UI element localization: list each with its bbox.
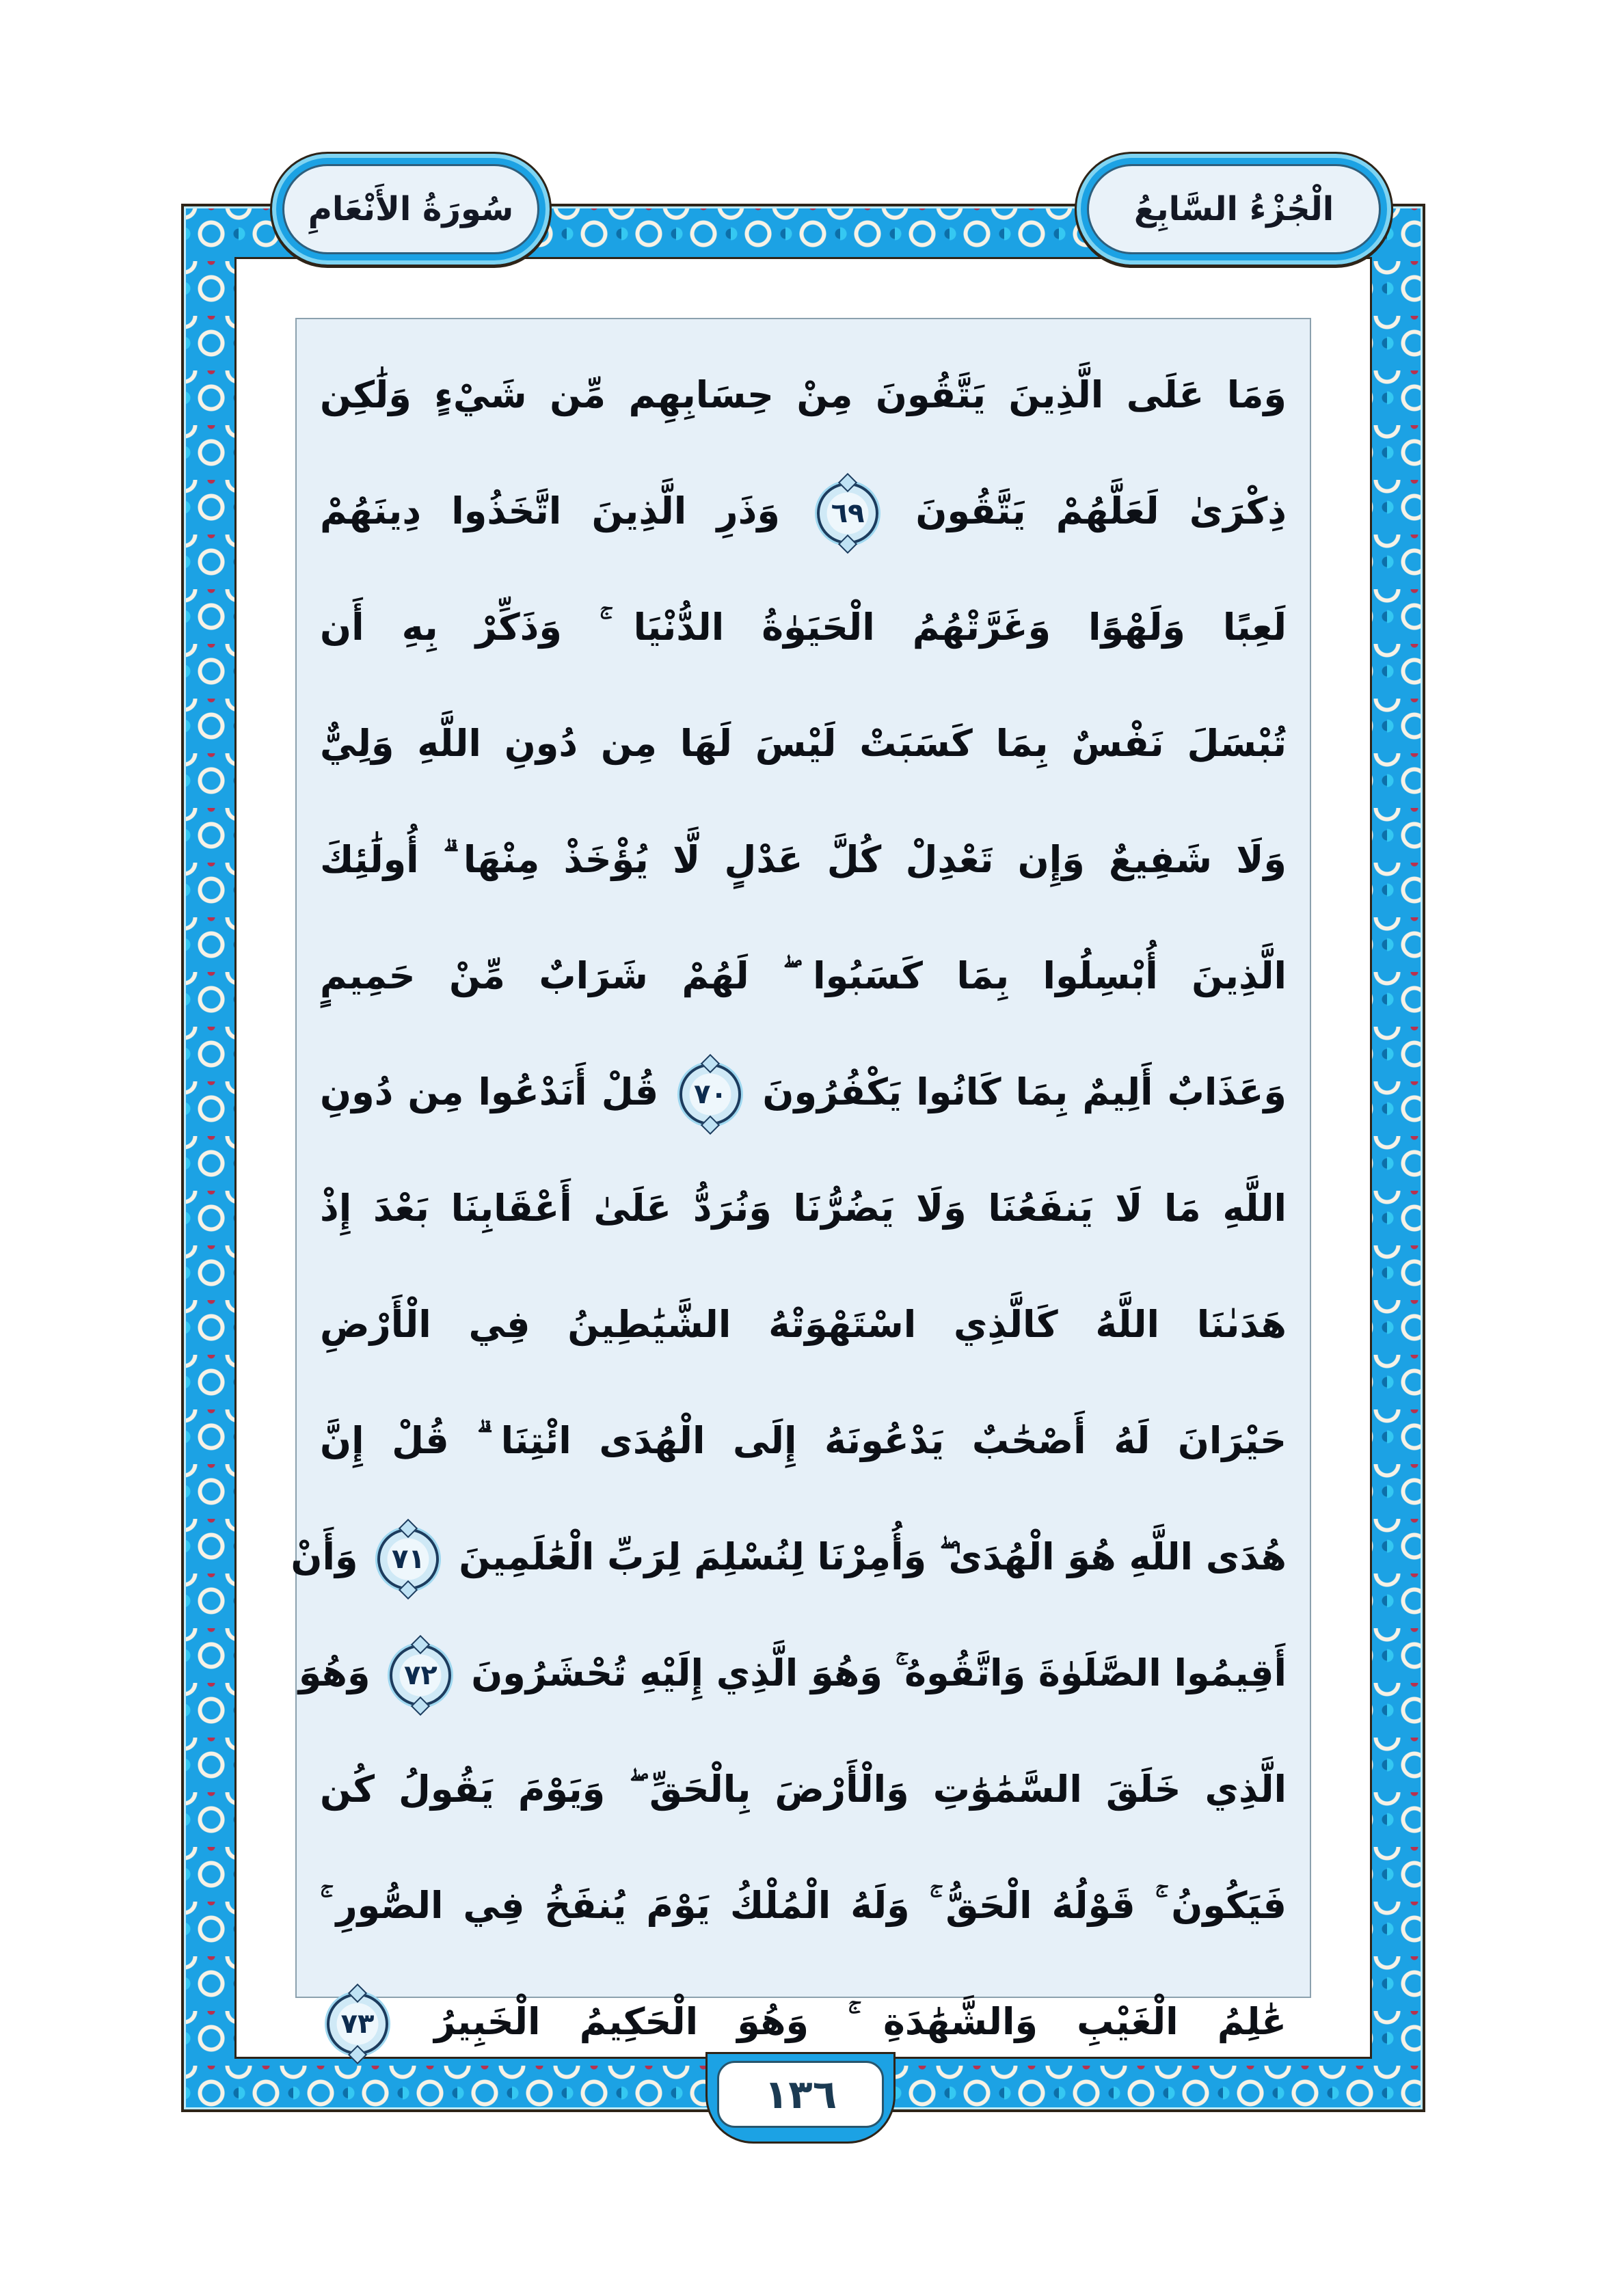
quran-text-segment: وَعَذَابٌ أَلِيمٌ بِمَا كَانُوا يَكْفُرُونَ <box>762 1070 1287 1113</box>
quran-text-segment: لَعِبًا وَلَهْوًا وَغَرَّتْهُمُ الْحَيَوٰةُ الدُّنْيَا ۚ وَذَكِّرْ بِهِ أَن <box>320 606 1287 649</box>
quran-line <box>320 686 1287 802</box>
quran-text-segment: حَيْرَانَ لَهُ أَصْحَٰبٌ يَدْعُونَهُ إِلَى الْهُدَى ائْتِنَا ۗ قُلْ إِنَّ <box>320 1419 1287 1462</box>
surah-name-cartouche-inner <box>282 164 539 254</box>
juz-title: الْجُزْءُ السَّابِعُ <box>1133 190 1334 228</box>
ayah-end-marker: ٧٣ <box>327 1993 388 2055</box>
quran-text-segment: الَّذِينَ أُبْسِلُوا بِمَا كَسَبُوا ۖ لَهُمْ شَرَابٌ مِّنْ حَمِيمٍ <box>320 954 1287 997</box>
quran-text-segment: ذِكْرَىٰ لَعَلَّهُمْ يَتَّقُونَ <box>915 489 1287 532</box>
quran-lines <box>291 337 1287 2043</box>
quran-line <box>320 802 1287 918</box>
juz-cartouche <box>1075 152 1393 267</box>
quran-line <box>320 337 1287 453</box>
quran-text-segment: وَمَا عَلَى الَّذِينَ يَتَّقُونَ مِنْ حِسَابِهِم مِّن شَيْءٍ وَلَٰكِن <box>320 373 1287 416</box>
ayah-end-marker: ٧١ <box>377 1528 439 1590</box>
quran-line <box>320 1150 1287 1267</box>
quran-text-segment: فَيَكُونُ ۚ قَوْلُهُ الْحَقُّ ۚ وَلَهُ الْمُلْكُ يَوْمَ يُنفَخُ فِي الصُّورِ ۚ <box>320 1884 1287 1927</box>
quran-text-segment: تُبْسَلَ نَفْسٌ بِمَا كَسَبَتْ لَيْسَ لَهَا مِن دُونِ اللَّهِ وَلِيٌّ <box>320 722 1287 765</box>
quran-text-segment: وَهُوَ <box>298 1651 371 1694</box>
quran-line <box>291 1499 1287 1615</box>
quran-line <box>298 1615 1287 1731</box>
quran-text-segment: وَأَنْ <box>291 1535 358 1578</box>
quran-line <box>320 1267 1287 1383</box>
quran-text-segment: الَّذِي خَلَقَ السَّمَٰوَٰتِ وَالْأَرْضَ بِالْحَقِّ ۖ وَيَوْمَ يَقُولُ كُن <box>320 1768 1287 1811</box>
inner-margin <box>234 257 1372 2059</box>
page-number-tab-inner <box>717 2061 884 2128</box>
quran-line <box>320 569 1287 686</box>
quran-line <box>320 1731 1287 1848</box>
ayah-end-marker: ٧٢ <box>390 1645 451 1706</box>
quran-line <box>320 1848 1287 1964</box>
quran-text-segment: وَلَا شَفِيعٌ وَإِن تَعْدِلْ كُلَّ عَدْلٍ لَّا يُؤْخَذْ مِنْهَا ۗ أُولَٰئِكَ <box>320 838 1287 881</box>
surah-name-cartouche <box>270 152 552 267</box>
juz-cartouche-inner <box>1087 164 1381 254</box>
quran-line <box>320 1034 1287 1150</box>
ayah-end-marker: ٦٩ <box>817 483 878 544</box>
quran-line <box>320 918 1287 1034</box>
quran-text-segment: هُدَى اللَّهِ هُوَ الْهُدَىٰ ۖ وَأُمِرْنَا لِنُسْلِمَ لِرَبِّ الْعَٰلَمِينَ <box>459 1535 1287 1578</box>
page-number: ١٣٦ <box>764 2071 837 2118</box>
ornamental-border <box>181 204 1425 2112</box>
quran-text-segment: اللَّهِ مَا لَا يَنفَعُنَا وَلَا يَضُرُّنَا وَنُرَدُّ عَلَىٰ أَعْقَابِنَا بَعْدَ إِذْ <box>320 1187 1287 1230</box>
quran-text-segment: عَٰلِمُ الْغَيْبِ وَالشَّهَٰدَةِ ۚ وَهُوَ الْحَكِيمُ الْخَبِيرُ <box>434 2000 1287 2043</box>
surah-title: سُورَةُ الأَنْعَامِ <box>308 190 514 228</box>
quran-line <box>320 453 1287 569</box>
ayah-end-marker: ٧٠ <box>680 1064 741 1125</box>
quran-text-segment: أَقِيمُوا الصَّلَوٰةَ وَاتَّقُوهُ ۚ وَهُوَ الَّذِي إِلَيْهِ تُحْشَرُونَ <box>471 1651 1287 1694</box>
page-number-tab <box>705 2052 896 2144</box>
quran-line <box>320 1383 1287 1499</box>
quran-text-segment: وَذَرِ الَّذِينَ اتَّخَذُوا دِينَهُمْ <box>320 489 780 532</box>
quran-text-area <box>291 318 1311 2043</box>
quran-text-segment: قُلْ أَنَدْعُوا مِن دُونِ <box>320 1070 659 1113</box>
quran-text-segment: هَدَىٰنَا اللَّهُ كَالَّذِي اسْتَهْوَتْهُ الشَّيَٰطِينُ فِي الْأَرْضِ <box>320 1303 1287 1346</box>
